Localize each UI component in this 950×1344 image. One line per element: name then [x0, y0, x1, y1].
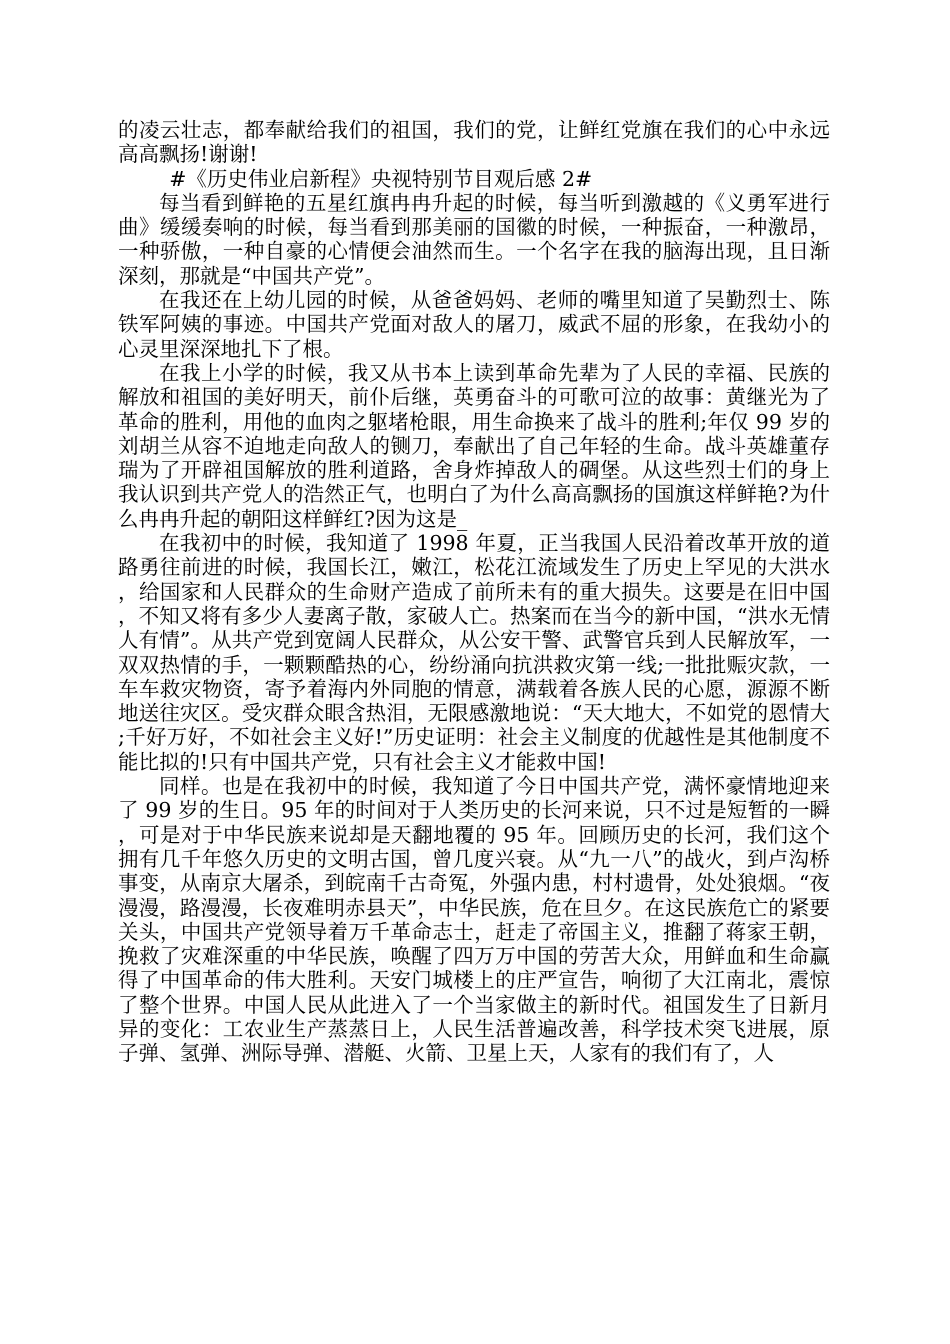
paragraph-2: 在我还在上幼儿园的时候，从爸爸妈妈、老师的嘴里知道了吴勤烈士、陈铁军阿姨的事迹。中国共产党面对敌人的屠刀，威武不屈的形象，在我幼小的心灵里深深地扎下了根。: [118, 288, 830, 361]
paragraph-4: 在我初中的时候，我知道了 1998 年夏，正当我国人民沿着改革开放的道路勇往前进的时候，我国长江，嫩江，松花江流域发生了历史上罕见的大洪水，给国家和人民群众的生命财产造成了前所未有的重大损失。这要是在旧中国，不知又将有多少人妻离子散，家破人亡。热案而在当今的新中国，“洪水无情人有情”。从共产党到宽阔人民群众，从公安干警、武警官兵到人民解放军，一双双热情的手，一颗颗酷热的心，纷纷涌向抗洪救灾第一线;一批批赈灾款，一车车救灾物资，寄予着海内外同胞的情意，满载着各族人民的心愿，源源不断地送往灾区。受灾群众眼含热泪，无限感激地说：“天大地大，不如党的恩情大;千好万好，不如社会主义好!”历史证明：社会主义制度的优越性是其他制度不能比拟的!只有中国共产党，只有社会主义才能救中国!: [118, 531, 830, 774]
section-heading: #《历史伟业启新程》央视特别节目观后感 2#: [169, 166, 593, 191]
paragraph-1: 每当看到鲜艳的五星红旗冉冉升起的时候，每当听到激越的《义勇军进行曲》缓缓奏响的时候，每当看到那美丽的国徽的时候，一种振奋，一种激昂，一种骄傲，一种自豪的心情便会油然而生。一个名字在我的脑海出现，且日渐深刻，那就是“中国共产党”。: [118, 190, 830, 288]
document-page: [118, 118, 830, 1066]
paragraph-5: 同样。也是在我初中的时候，我知道了今日中国共产党，满怀豪情地迎来了 99 岁的生日。95 年的时间对于人类历史的长河来说，只不过是短暂的一瞬，可是对于中华民族来说却是天翻地覆的 95 年。回顾历史的长河，我们这个拥有几千年悠久历史的文明古国，曾几度兴衰。从“九一八”的战火，到卢沟桥事变，从南京大屠杀，到皖南千古奇冤，外强内患，村村遗骨，处处狼烟。“夜漫漫，路漫漫，长夜难明赤县天”，中华民族，危在旦夕。在这民族危亡的紧要关头，中国共产党领导着万千革命志士，赶走了帝国主义，推翻了蒋家王朝，挽救了灾难深重的中华民族，唤醒了四万万中国的劳苦大众，用鲜血和生命赢得了中国革命的伟大胜利。天安门城楼上的庄严宣告，响彻了大江南北，震惊了整个世界。中国人民从此进入了一个当家做主的新时代。祖国发生了日新月异的变化：工农业生产蒸蒸日上，人民生活普遍改善，科学技术突飞进展，原子弹、氢弹、洲际导弹、潜艇、火箭、卫星上天，人家有的我们有了，人: [118, 774, 830, 1066]
paragraph-continuation: 的凌云壮志，都奉献给我们的祖国，我们的党，让鲜红党旗在我们的心中永远高高飘扬!谢谢!: [118, 118, 830, 167]
paragraph-3: 在我上小学的时候，我又从书本上读到革命先辈为了人民的幸福、民族的解放和祖国的美好明天，前仆后继，英勇奋斗的可歌可泣的故事：黄继光为了革命的胜利，用他的血肉之躯堵枪眼，用生命换来了战斗的胜利;年仅 99 岁的刘胡兰从容不迫地走向敌人的铡刀，奉献出了自己年轻的生命。战斗英雄董存瑞为了开辟祖国解放的胜利道路，舍身炸掉敌人的碉堡。从这些烈士们的身上我认识到共产党人的浩然正气，也明白了为什么高高飘扬的国旗这样鲜艳?为什么冉冉升起的朝阳这样鲜红?因为这是_: [118, 360, 830, 531]
